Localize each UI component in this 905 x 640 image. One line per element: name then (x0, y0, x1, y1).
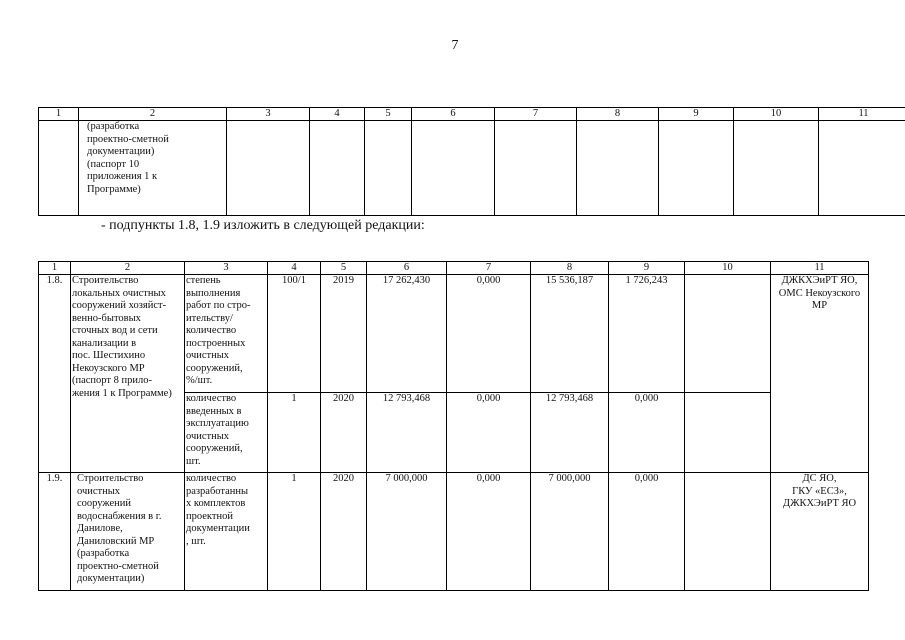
column-header: 3 (227, 108, 310, 121)
column-header: 6 (412, 108, 495, 121)
indicator-cell: количество введенных в эксплуатацию очистных сооружений, шт. (185, 393, 268, 473)
total-cell: 12 793,468 (367, 393, 447, 473)
continuation-name-cell: (разработка проектно-сметной документации) (паспорт 10 приложения 1 к Программе) (79, 121, 227, 216)
page-number: 7 (451, 38, 459, 53)
column-header: 11 (771, 262, 869, 275)
other-cell (685, 473, 771, 591)
item-name: Строительство локальных очистных сооружений хозяйст- венно-бытовых сточных вод и сети канализации в пос. Шестихино Некоузского МР (паспорт 8 прило- жения 1 к Программе) (71, 275, 185, 473)
table-cell (310, 121, 365, 216)
column-header: 5 (321, 262, 367, 275)
subitems-table (38, 261, 869, 591)
column-header: 8 (531, 262, 609, 275)
table-cell (39, 121, 79, 216)
responsible-cell: ДС ЯО, ГКУ «ЕСЗ», ДЖКХЭиРТ ЯО (771, 473, 869, 591)
federal-cell: 0,000 (447, 473, 531, 591)
table-row (39, 121, 905, 216)
indicator-cell: степень выполнения работ по стро- ительству/ количество построенных очистных сооружений, %/шт. (185, 275, 268, 393)
responsible-cell: ДЖКХЭиРТ ЯО, ОМС Некоузского МР (771, 275, 869, 473)
table-cell (412, 121, 495, 216)
local-cell: 0,000 (609, 393, 685, 473)
column-header: 2 (71, 262, 185, 275)
table-cell (734, 121, 819, 216)
table-cell (495, 121, 577, 216)
local-cell: 0,000 (609, 473, 685, 591)
item-name: Строительство очистных сооружений водоснабжения в г. Данилове, Даниловский МР (разработка проектно-сметной документации) (71, 473, 185, 591)
column-header: 9 (609, 262, 685, 275)
column-header: 4 (268, 262, 321, 275)
year-cell: 2020 (321, 473, 367, 591)
table-cell (819, 121, 905, 216)
column-header: 6 (367, 262, 447, 275)
column-header: 1 (39, 108, 79, 121)
column-header: 10 (685, 262, 771, 275)
column-header: 3 (185, 262, 268, 275)
other-cell (685, 393, 771, 473)
table-cell (227, 121, 310, 216)
indicator-cell: количество разработанны х комплектов проектной документации , шт. (185, 473, 268, 591)
regional-cell: 12 793,468 (531, 393, 609, 473)
value-cell: 100/1 (268, 275, 321, 393)
total-cell: 7 000,000 (367, 473, 447, 591)
table-row (39, 275, 869, 393)
table-cell (659, 121, 734, 216)
regional-cell: 7 000,000 (531, 473, 609, 591)
federal-cell: 0,000 (447, 275, 531, 393)
item-number: 1.9. (39, 473, 71, 591)
column-header: 5 (365, 108, 412, 121)
value-cell: 1 (268, 393, 321, 473)
column-header: 11 (819, 108, 905, 121)
local-cell: 1 726,243 (609, 275, 685, 393)
year-cell: 2019 (321, 275, 367, 393)
other-cell (685, 275, 771, 393)
table-cell (365, 121, 412, 216)
value-cell: 1 (268, 473, 321, 591)
total-cell: 17 262,430 (367, 275, 447, 393)
federal-cell: 0,000 (447, 393, 531, 473)
regional-cell: 15 536,187 (531, 275, 609, 393)
column-header-row (39, 262, 869, 275)
table-cell (577, 121, 659, 216)
column-header: 8 (577, 108, 659, 121)
column-header: 4 (310, 108, 365, 121)
column-header: 1 (39, 262, 71, 275)
column-header: 7 (495, 108, 577, 121)
column-header-row (39, 108, 905, 121)
year-cell: 2020 (321, 393, 367, 473)
column-header: 7 (447, 262, 531, 275)
continuation-table (38, 107, 905, 216)
item-number: 1.8. (39, 275, 71, 473)
column-header: 9 (659, 108, 734, 121)
table-row (39, 473, 869, 591)
column-header: 2 (79, 108, 227, 121)
instruction-text: - подпункты 1.8, 1.9 изложить в следующей редакции: (101, 218, 425, 233)
column-header: 10 (734, 108, 819, 121)
